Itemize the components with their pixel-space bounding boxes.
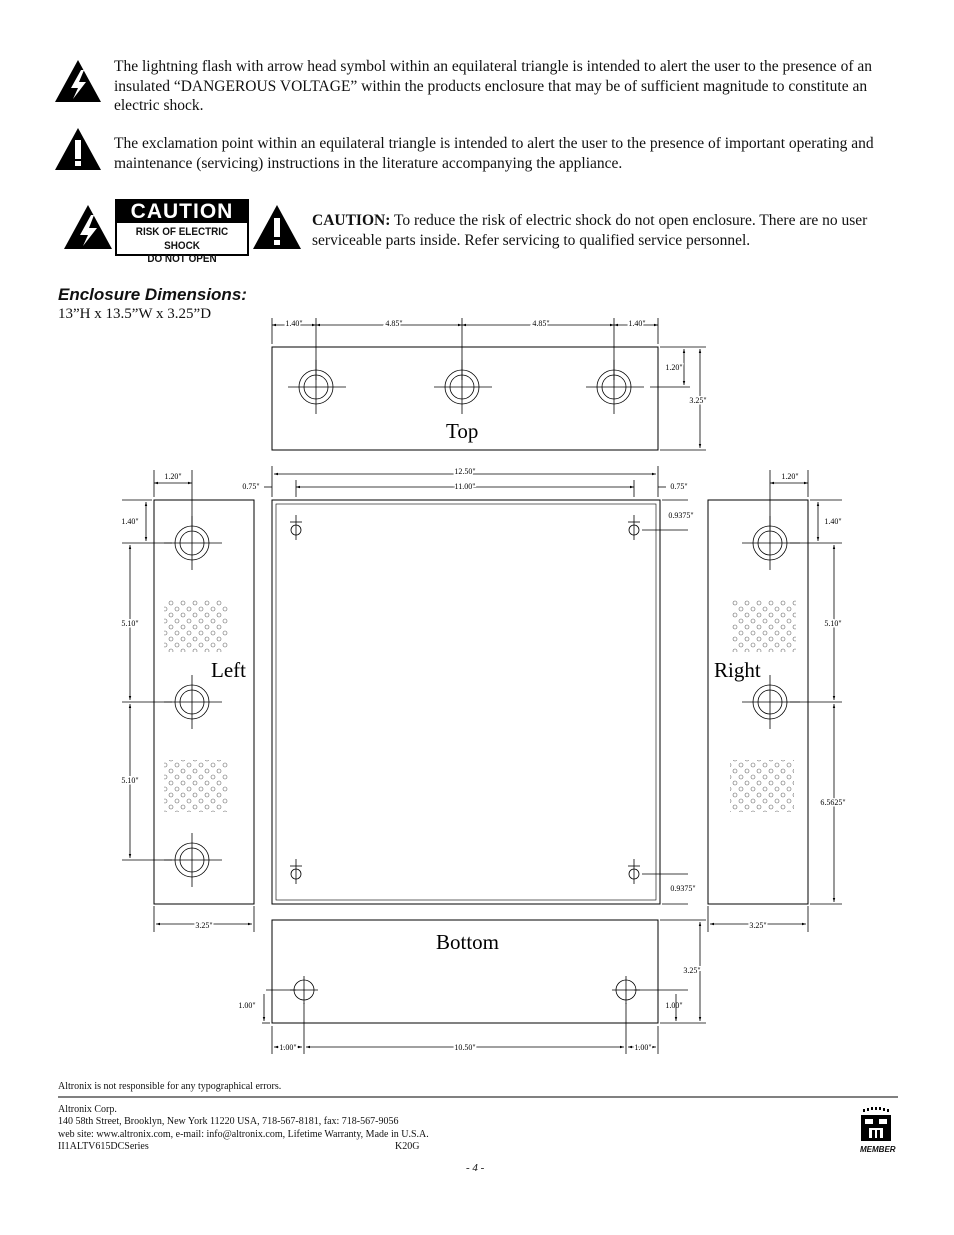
footer-company: Altronix Corp. <box>58 1104 117 1115</box>
left-dim-depth: 3.25" <box>195 921 213 930</box>
right-dim-v3: 6.5625" <box>820 798 846 807</box>
front-dim-margin-right: 0.75" <box>670 482 688 491</box>
right-dim-v1: 1.40" <box>824 517 842 526</box>
caution-label-title: CAUTION <box>117 201 247 223</box>
footer-address: 140 58th Street, Brooklyn, New York 11220 USA, 718-567-8181, fax: 718-567-9056 <box>58 1116 399 1128</box>
bottom-dim-b1: 1.00" <box>279 1043 297 1052</box>
left-dim-v2: 5.10" <box>121 619 139 628</box>
member-logo-icon <box>857 1107 897 1143</box>
view-label-bottom: Bottom <box>436 930 500 954</box>
view-label-left: Left <box>211 658 246 682</box>
enclosure-title: Enclosure Dimensions: <box>58 285 247 304</box>
page-number: - 4 - <box>466 1162 485 1174</box>
bottom-dim-h-left: 1.00" <box>238 1001 256 1010</box>
left-dim-v3: 5.10" <box>121 776 139 785</box>
top-dim-2: 4.85" <box>385 319 403 328</box>
footer-doc-id: II1ALTV615DCSeries <box>58 1141 149 1153</box>
footer-rev: K20G <box>395 1141 420 1153</box>
footer-web: web site: www.altronix.com, e-mail: info@altronix.com, Lifetime Warranty, Made in U.S.A. <box>58 1128 429 1140</box>
front-dim-inner: 11.00" <box>454 482 476 491</box>
lightning-warning-text: The lightning flash with arrow head symbol within an equilateral triangle is intended to alert the user to the presence of an insulated “DANGEROUS VOLTAGE” within the products enclosure that may be of sufficient magnitude to constitute an electric shock. <box>114 58 872 114</box>
caution-bold: CAUTION: <box>312 212 391 229</box>
enclosure-size: 13”H x 13.5”W x 3.25”D <box>58 306 212 322</box>
right-dim-width: 1.20" <box>781 472 799 481</box>
caution-label-line2: DO NOT OPEN <box>147 253 217 265</box>
right-dim-v2: 5.10" <box>824 619 842 628</box>
bottom-dim-b2: 10.50" <box>454 1043 476 1052</box>
front-dim-overall: 12.50" <box>454 467 476 476</box>
bottom-dim-depth: 3.25" <box>683 966 701 975</box>
view-label-top: Top <box>446 419 479 443</box>
left-dim-v1: 1.40" <box>121 517 139 526</box>
exclamation-warning-text: The exclamation point within an equilateral triangle is intended to alert the user to the presence of important operating and maintenance (servicing) instructions in the literature accompanying the appliance. <box>114 135 874 172</box>
front-dim-mount-bottom: 0.9375" <box>670 884 696 893</box>
bottom-dim-h-right: 1.00" <box>665 1001 683 1010</box>
top-dim-h1: 1.20" <box>665 363 683 372</box>
top-dim-1: 1.40" <box>285 319 303 328</box>
right-dim-depth: 3.25" <box>749 921 767 930</box>
footer-doc-row <box>58 1141 778 1153</box>
bottom-dim-b3: 1.00" <box>634 1043 652 1052</box>
left-dim-width: 1.20" <box>164 472 182 481</box>
disclaimer: Altronix is not responsible for any typographical errors. <box>58 1081 282 1092</box>
caution-body: To reduce the risk of electric shock do not open enclosure. There are no user serviceable parts inside. Refer servicing to qualified service personnel. <box>312 212 868 249</box>
top-dim-3: 4.85" <box>532 319 550 328</box>
front-dim-margin-left: 0.75" <box>242 482 260 491</box>
footer-company-block <box>58 1104 778 1154</box>
view-label-right: Right <box>714 658 761 682</box>
front-dim-mount-top: 0.9375" <box>668 511 694 520</box>
caution-label-line1: RISK OF ELECTRIC SHOCK <box>135 226 229 252</box>
member-label: MEMBER <box>860 1145 896 1154</box>
top-dim-4: 1.40" <box>628 319 646 328</box>
top-dim-h2: 3.25" <box>689 396 707 405</box>
